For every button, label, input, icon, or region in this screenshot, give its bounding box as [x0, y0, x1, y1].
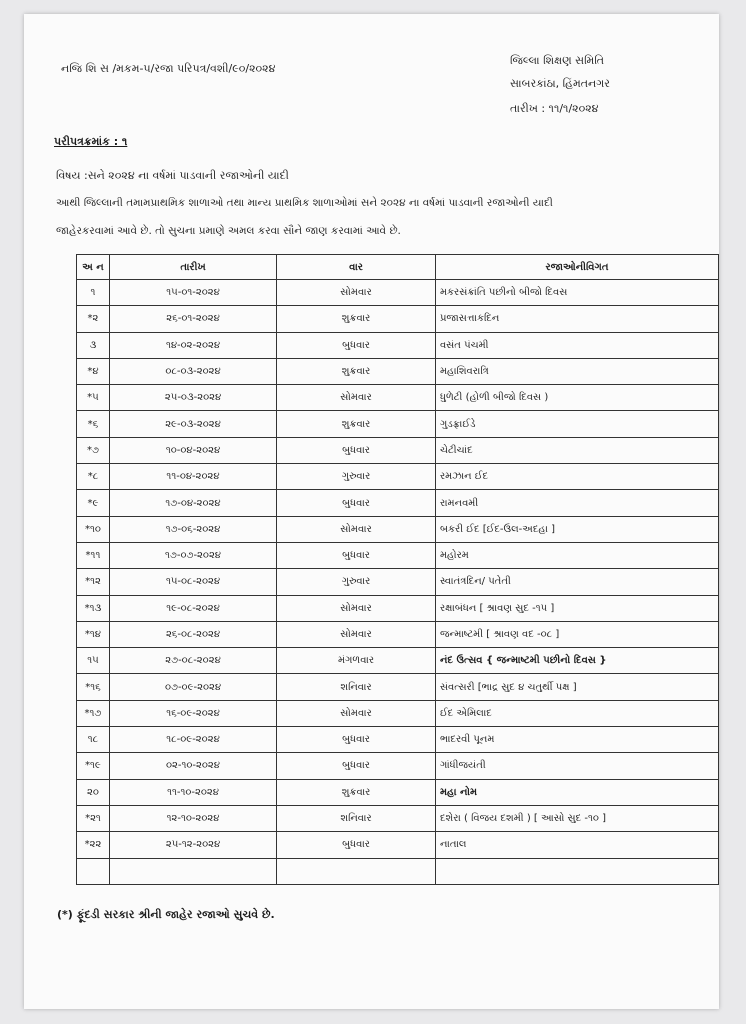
- table-row: [77, 411, 719, 437]
- cell-day: બુધવાર: [277, 542, 436, 568]
- circular-number: પરીપત્રક્રમાંક : ૧: [54, 135, 128, 148]
- table-row: [77, 516, 719, 542]
- table-row: [77, 569, 719, 595]
- cell-day: બુધવાર: [277, 437, 436, 463]
- table-row: [77, 595, 719, 621]
- cell-date: ૧૫-૦૮-૨૦૨૪: [109, 569, 276, 595]
- cell-day: શુક્રવાર: [277, 358, 436, 384]
- cell-day: બુધવાર: [277, 332, 436, 358]
- cell-serial: *૪: [77, 358, 110, 384]
- header-detail: રજાઓનીવિગત: [435, 255, 718, 280]
- cell-date: ૧૧-૦૪-૨૦૨૪: [109, 464, 276, 490]
- cell-day: સોમવાર: [277, 621, 436, 647]
- cell-day: ગુરુવાર: [277, 569, 436, 595]
- table-row: [77, 621, 719, 647]
- cell-date: ૨૯-૦૩-૨૦૨૪: [109, 411, 276, 437]
- cell-date: ૧૦-૦૪-૨૦૨૪: [109, 437, 276, 463]
- cell-detail: ઈદ એમિલાદ: [435, 700, 718, 726]
- table-row: [77, 464, 719, 490]
- table-row: [77, 306, 719, 332]
- header-serial: અ ન: [77, 255, 110, 280]
- cell-serial: *૧૩: [77, 595, 110, 621]
- cell-serial: *૨૨: [77, 832, 110, 858]
- cell-serial: *૧૦: [77, 516, 110, 542]
- cell-serial: ૧૮: [77, 727, 110, 753]
- cell-detail: મહાશિવરાત્રિ: [435, 358, 718, 384]
- cell-date: ૨૭-૦૮-૨૦૨૪: [109, 648, 276, 674]
- cell-date: ૦૨-૧૦-૨૦૨૪: [109, 753, 276, 779]
- cell-day: શુક્રવાર: [277, 779, 436, 805]
- cell-serial: *૧૪: [77, 621, 110, 647]
- table-row: [77, 832, 719, 858]
- table-row: [77, 280, 719, 306]
- cell-date: ૧૨-૧૦-૨૦૨૪: [109, 805, 276, 831]
- cell-detail: રમઝાન ઈદ: [435, 464, 718, 490]
- cell-serial: *૯: [77, 490, 110, 516]
- footnote: (*) ફૂંદડી સરકાર શ્રીની જાહેર રજાઓ સુચવે છે.: [57, 908, 275, 921]
- cell-detail: જન્માષ્ટમી [ શ્રાવણ વદ -૦૮ ]: [435, 621, 718, 647]
- table-row-empty: [77, 858, 719, 884]
- body-line-1: આથી જિલ્લાની તમામપ્રાથમિક શાળાઓ તથા માન્ય પ્રાથમિક શાળાઓમાં સને ૨૦૨૪ ના વર્ષમાં પાડવાની રજાઓની યાદી: [56, 197, 553, 209]
- cell-day: બુધવાર: [277, 727, 436, 753]
- cell-serial: *૭: [77, 437, 110, 463]
- cell-date: ૦૮-૦૩-૨૦૨૪: [109, 358, 276, 384]
- table-row: [77, 779, 719, 805]
- subject-line: વિષય :સને ૨૦૨૪ ના વર્ષમાં પાડવાની રજાઓની યાદી: [56, 169, 289, 182]
- cell-day: ગુરુવાર: [277, 464, 436, 490]
- cell-detail: સ્વાતંત્રદિન/ પતેતી: [435, 569, 718, 595]
- cell-detail: મહોરમ: [435, 542, 718, 568]
- cell-day: સોમવાર: [277, 385, 436, 411]
- table-row: [77, 648, 719, 674]
- cell-detail: રક્ષાબંધન [ શ્રાવણ સુદ -૧૫ ]: [435, 595, 718, 621]
- table-row: [77, 542, 719, 568]
- cell-serial: *૧૭: [77, 700, 110, 726]
- cell-day: શનિવાર: [277, 805, 436, 831]
- header-day: વાર: [277, 255, 436, 280]
- letter-date: તારીખ : ૧૧/૧/૨૦૨૪: [510, 102, 599, 115]
- cell-date: ૨૬-૦૧-૨૦૨૪: [109, 306, 276, 332]
- table-row: [77, 753, 719, 779]
- table-row: [77, 700, 719, 726]
- cell-day: બુધવાર: [277, 753, 436, 779]
- cell-detail: દશેરા ( વિજય દશમી ) [ આસો સુદ -૧૦ ]: [435, 805, 718, 831]
- cell-detail: પ્રજાસત્તાકદિન: [435, 306, 718, 332]
- cell-detail: ગુડફ્રાઈડે: [435, 411, 718, 437]
- cell-detail: વસંત પંચમી: [435, 332, 718, 358]
- table-row: [77, 674, 719, 700]
- cell-serial: *૨: [77, 306, 110, 332]
- cell-date: ૨૫-૧૨-૨૦૨૪: [109, 832, 276, 858]
- cell-detail: બકરી ઈદ [ઈદ-ઉલ-અદહા ]: [435, 516, 718, 542]
- cell-detail: નાતાલ: [435, 832, 718, 858]
- cell-serial: ૨૦: [77, 779, 110, 805]
- cell-detail: ગાંધીજયંતી: [435, 753, 718, 779]
- table-row: [77, 358, 719, 384]
- cell-serial: *૫: [77, 385, 110, 411]
- cell-date: ૧૧-૧૦-૨૦૨૪: [109, 779, 276, 805]
- cell-day: સોમવાર: [277, 516, 436, 542]
- cell-date: ૧૮-૦૯-૨૦૨૪: [109, 727, 276, 753]
- cell-detail: ભાદરવી પૂનમ: [435, 727, 718, 753]
- table-row: [77, 727, 719, 753]
- cell-detail: નંદ ઉત્સવ { જન્માષ્ટમી પછીનો દિવસ }: [435, 648, 718, 674]
- cell-detail: મહા નોમ: [435, 779, 718, 805]
- cell-date: ૧૭-૦૭-૨૦૨૪: [109, 542, 276, 568]
- cell-serial: ૩: [77, 332, 110, 358]
- table-row: [77, 437, 719, 463]
- cell-serial: *૧૨: [77, 569, 110, 595]
- cell-date: ૧૫-૦૧-૨૦૨૪: [109, 280, 276, 306]
- cell-date: ૧૭-૦૬-૨૦૨૪: [109, 516, 276, 542]
- cell-detail: મકરસંક્રાંતિ પછીનો બીજો દિવસ: [435, 280, 718, 306]
- cell-date: ૨૫-૦૩-૨૦૨૪: [109, 385, 276, 411]
- cell-day: સોમવાર: [277, 700, 436, 726]
- cell-detail: સંવત્સરી [ભાદ્ર સુદ ૪ ચતુર્થી પક્ષ ]: [435, 674, 718, 700]
- cell-day: બુધવાર: [277, 490, 436, 516]
- cell-serial: *૧૧: [77, 542, 110, 568]
- cell-day: શુક્રવાર: [277, 306, 436, 332]
- cell-date: ૨૬-૦૮-૨૦૨૪: [109, 621, 276, 647]
- table-header-row: [77, 255, 719, 280]
- header-date: તારીખ: [109, 255, 276, 280]
- document-page: [24, 14, 719, 1009]
- cell-day: શનિવાર: [277, 674, 436, 700]
- table-row: [77, 805, 719, 831]
- table-row: [77, 490, 719, 516]
- cell-date: ૧૭-૦૪-૨૦૨૪: [109, 490, 276, 516]
- cell-date: ૧૬-૦૯-૨૦૨૪: [109, 700, 276, 726]
- reference-number: નજિ શિ સ /મકમ-૫/રજા પરિપત્ર/વશી/૯૦/૨૦૨૪: [61, 62, 276, 75]
- cell-day: સોમવાર: [277, 595, 436, 621]
- cell-day: મંગળવાર: [277, 648, 436, 674]
- cell-detail: ચેટીચાંદ: [435, 437, 718, 463]
- office-name: જિલ્લા શિક્ષણ સમિતિ: [510, 54, 605, 67]
- body-line-2: જાહેરકરવામાં આવે છે. તો સુચના પ્રમાણે અમલ કરવા સૌને જાણ કરવામાં આવે છે.: [56, 225, 401, 237]
- cell-serial: *૧૯: [77, 753, 110, 779]
- office-place: સાબરકાંઠા, હિંમતનગર: [510, 77, 610, 90]
- holiday-table: [76, 254, 719, 885]
- cell-date: ૧૯-૦૮-૨૦૨૪: [109, 595, 276, 621]
- cell-detail: ધુળેટી (હોળી બીજો દિવસ ): [435, 385, 718, 411]
- cell-date: ૦૭-૦૯-૨૦૨૪: [109, 674, 276, 700]
- cell-serial: ૧૫: [77, 648, 110, 674]
- cell-day: શુક્રવાર: [277, 411, 436, 437]
- table-row: [77, 385, 719, 411]
- table-row: [77, 332, 719, 358]
- cell-detail: રામનવમી: [435, 490, 718, 516]
- cell-serial: *૮: [77, 464, 110, 490]
- cell-day: સોમવાર: [277, 280, 436, 306]
- cell-serial: *૧૬: [77, 674, 110, 700]
- cell-serial: *૨૧: [77, 805, 110, 831]
- cell-date: ૧૪-૦૨-૨૦૨૪: [109, 332, 276, 358]
- cell-serial: ૧: [77, 280, 110, 306]
- cell-day: બુધવાર: [277, 832, 436, 858]
- cell-serial: *૬: [77, 411, 110, 437]
